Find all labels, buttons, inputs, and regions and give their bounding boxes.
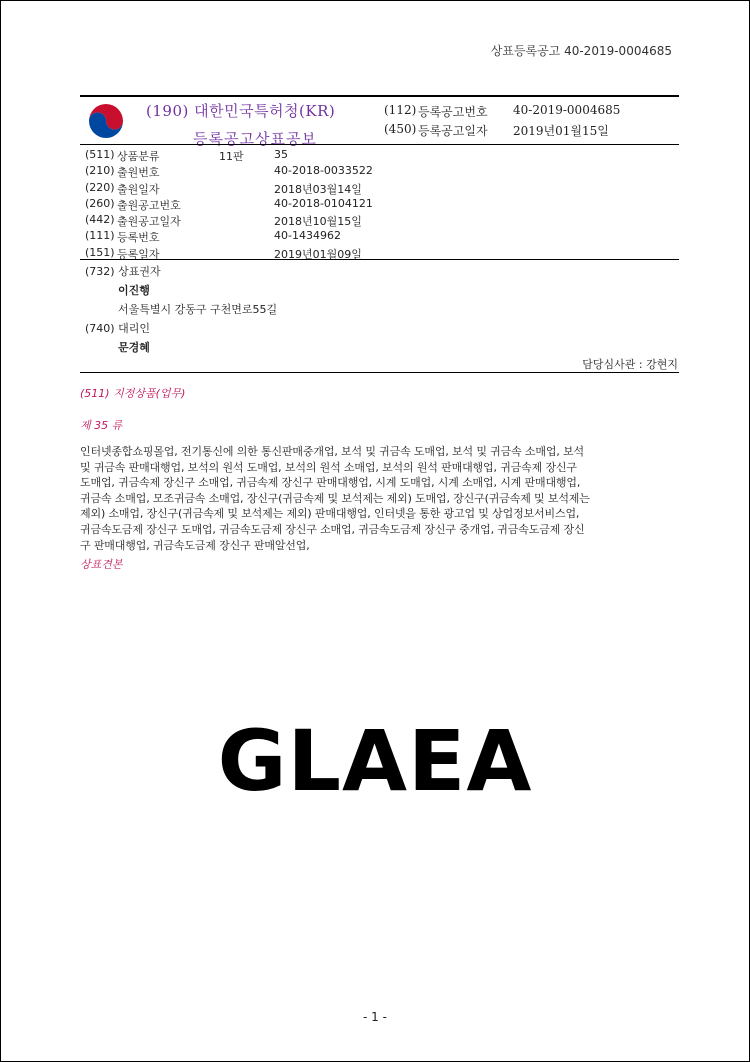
biblio-label: 등록번호 [117, 231, 160, 245]
field-label: 등록공고번호 [418, 105, 488, 119]
biblio-label: 출원일자 [117, 182, 160, 196]
publication-id: 상표등록공고 40-2019-0004685 [490, 44, 672, 58]
biblio-code: (260) [85, 196, 115, 210]
biblio-value: 2019년01월09일 [274, 247, 362, 261]
biblio-edition [219, 164, 274, 180]
biblio-value: 40-2018-0104121 [274, 196, 373, 210]
biblio-edition [219, 181, 274, 197]
biblio-label: 출원공고일자 [117, 215, 181, 229]
applicant-heading: (732) 상표권자 [85, 265, 161, 278]
biblio-value: 2018년03월14일 [274, 182, 362, 196]
header-field-row [384, 103, 620, 122]
field-value: 2019년01월15일 [513, 124, 609, 138]
section-divider [80, 372, 679, 373]
goods-line: 도매업, 귀금속제 장신구 소매업, 귀금속제 장신구 판매대행업, 시계 도매업, 시계 소매업, 시계 판매대행업, [80, 476, 581, 490]
biblio-label: 등록일자 [117, 247, 160, 261]
biblio-value: 40-2018-0033522 [274, 164, 373, 178]
biblio-code: (210) [85, 164, 115, 178]
biblio-label: 출원공고번호 [117, 198, 181, 212]
field-code: (112) [384, 103, 417, 117]
applicant-name: 이진행 [118, 284, 150, 297]
biblio-edition [219, 213, 274, 229]
header-field-row [384, 122, 620, 141]
designated-goods-heading: (511) 지정상품(업무) [80, 387, 186, 400]
goods-line: 귀금속도금제 장신구 도매업, 귀금속도금제 장신구 소매업, 귀금속도금제 장신구 중개업, 귀금속도금제 장신 [80, 522, 585, 536]
biblio-row [85, 197, 373, 213]
goods-line: 귀금속 소매업, 모조귀금속 소매업, 장신구(귀금속제 및 보석제는 제외) 도매업, 장신구(귀금속제 및 보석제는 [80, 491, 590, 505]
header-bottom-rule [80, 144, 679, 145]
class-heading: 제 35 류 [80, 419, 123, 432]
goods-line: 제외) 소매업, 장신구(귀금속제 및 보석제는 제외) 판매대행업, 인터넷을 통한 광고업 및 상업정보서비스업, [80, 507, 580, 521]
field-code: (450) [384, 122, 417, 136]
mark-sample-heading: 상표견본 [80, 558, 123, 571]
biblio-value: 2018년10월15일 [274, 215, 362, 229]
header-title [146, 100, 335, 149]
designated-goods-list [80, 444, 680, 553]
gazette-name: 등록공고상표공보 [193, 130, 317, 148]
biblio-value: 40-1434962 [274, 229, 341, 243]
biblio-label: 출원번호 [117, 166, 160, 180]
taegeuk-emblem-icon [86, 99, 126, 139]
biblio-edition: 11판 [219, 150, 244, 163]
biblio-row [85, 148, 373, 164]
section-divider [80, 259, 679, 260]
page-number: - 1 - [363, 1010, 387, 1024]
applicant-address: 서울특별시 강동구 구천면로55길 [118, 303, 278, 316]
biblio-label: 상품분류 [117, 150, 160, 163]
biblio-row [85, 229, 373, 245]
agent-heading: (740) 대리인 [85, 322, 150, 335]
goods-line: 구 판매대행업, 귀금속도금제 장신구 판매알선업, [80, 538, 310, 552]
biblio-row [85, 213, 373, 229]
bibliographic-table [85, 148, 373, 262]
trademark-image: GLAEA [217, 712, 533, 810]
biblio-code: (511) [85, 148, 115, 161]
field-value: 40-2019-0004685 [513, 103, 621, 117]
biblio-code: (442) [85, 213, 115, 227]
goods-line: 및 귀금속 판매대행업, 보석의 원석 도매업, 보석의 원석 소매업, 보석의 원석 판매대행업, 귀금속제 장신구 [80, 460, 577, 474]
biblio-code: (220) [85, 180, 115, 194]
biblio-value: 35 [274, 148, 288, 161]
examiner: 담당심사관 : 강현지 [582, 358, 678, 371]
biblio-edition [219, 229, 274, 245]
biblio-code: (151) [85, 245, 115, 259]
goods-line: 인터넷종합쇼핑몰업, 전기통신에 의한 통신판매중개업, 보석 및 귀금속 도매업, 보석 및 귀금속 소매업, 보석 [80, 445, 585, 458]
field-label: 등록공고일자 [418, 124, 488, 138]
header-top-rule [80, 95, 679, 97]
biblio-edition [219, 197, 274, 213]
header-fields [384, 103, 620, 141]
agent-name: 문경혜 [118, 341, 150, 354]
biblio-code: (111) [85, 229, 115, 243]
biblio-row [85, 181, 373, 197]
office-name: (190) 대한민국특허청(KR) [146, 102, 336, 120]
biblio-row [85, 164, 373, 180]
